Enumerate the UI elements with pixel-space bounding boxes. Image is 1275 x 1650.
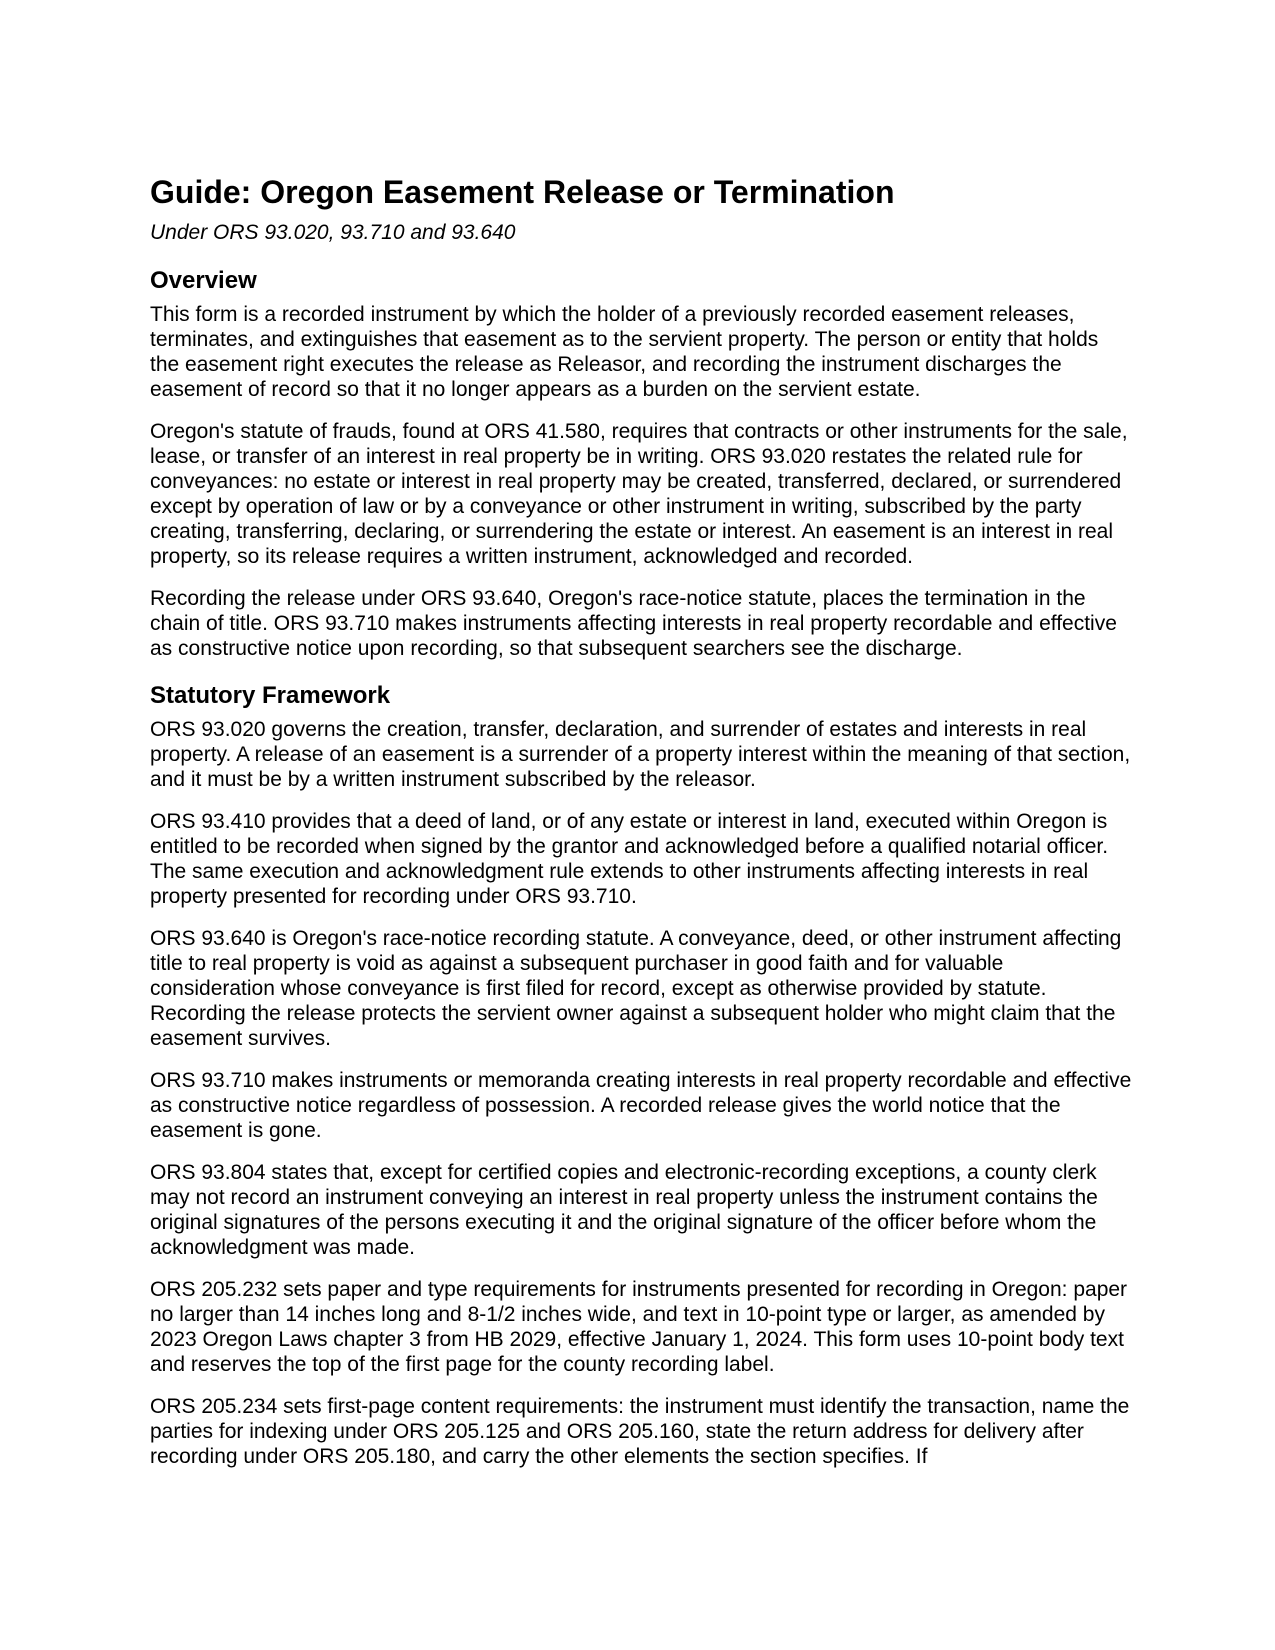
framework-paragraph-ors-93-804: ORS 93.804 states that, except for certified copies and electronic-recording exceptions, a county clerk may not record an instrument conveying an interest in real property unless the instrument contains the original signatures of the persons executing it and the original signature of the officer before whom the acknowledgment was made. <box>150 1161 1098 1259</box>
document-title: Guide: Oregon Easement Release or Termination <box>150 174 895 210</box>
overview-paragraph-3: Recording the release under ORS 93.640, Oregon's race-notice statute, places the termination in the chain of title. ORS 93.710 makes instruments affecting interests in real property recordable and effective as constructive notice upon recording, so that subsequent searchers see the discharge. <box>150 587 1117 660</box>
overview-paragraph-2: Oregon's statute of frauds, found at ORS 41.580, requires that contracts or other instruments for the sale, lease, or transfer of an interest in real property be in writing. ORS 93.020 restates the related rule for conveyances: no estate or interest in real property may be created, transferred, declared, or surrendered except by operation of law or by a conveyance or other instrument in writing, subscribed by the party creating, transferring, declaring, or surrendering the estate or interest. An easement is an interest in real property, so its release requires a written instrument, acknowledged and recorded. <box>150 420 1128 568</box>
framework-paragraph-ors-205-232: ORS 205.232 sets paper and type requirements for instruments presented for recording in Oregon: paper no larger than 14 inches long and 8-1/2 inches wide, and text in 10-point type or larger, as amended by 2023 Oregon Laws chapter 3 from HB 2029, effective January 1, 2024. This form uses 10-point body text and reserves the top of the first page for the county recording label. <box>150 1278 1128 1376</box>
framework-paragraph-ors-205-234: ORS 205.234 sets first-page content requirements: the instrument must identify the transaction, name the parties for indexing under ORS 205.125 and ORS 205.160, state the return address for delivery after recording under ORS 205.180, and carry the other elements the section specifies. If <box>150 1395 1130 1468</box>
statutory-framework-section <box>150 681 1132 1469</box>
framework-paragraph-ors-93-020: ORS 93.020 governs the creation, transfer, declaration, and surrender of estates and interests in real property. A release of an easement is a surrender of a property interest within the meaning of that section, and it must be by a written instrument subscribed by the releasor. <box>150 718 1131 791</box>
framework-paragraph-ors-93-410: ORS 93.410 provides that a deed of land, or of any estate or interest in land, executed within Oregon is entitled to be recorded when signed by the grantor and acknowledged before a qualified notarial officer. The same execution and acknowledgment rule extends to other instruments affecting interests in real property presented for recording under ORS 93.710. <box>150 810 1109 908</box>
overview-paragraph-1: This form is a recorded instrument by which the holder of a previously recorded easement releases, terminates, and extinguishes that easement as to the servient property. The person or entity that holds the easement right executes the release as Releasor, and recording the instrument discharges the easement of record so that it no longer appears as a burden on the servient estate. <box>150 303 1099 401</box>
document-page <box>150 172 1132 1486</box>
overview-section <box>150 266 1132 661</box>
framework-paragraph-ors-93-640: ORS 93.640 is Oregon's race-notice recording statute. A conveyance, deed, or other instrument affecting title to real property is void as against a subsequent purchaser in good faith and for valuable consideration whose conveyance is first filed for record, except as otherwise provided by statute. Recording the release protects the servient owner against a subsequent holder who might claim that the easement survives. <box>150 927 1122 1050</box>
framework-paragraph-ors-93-710: ORS 93.710 makes instruments or memoranda creating interests in real property recordable and effective as constructive notice regardless of possession. A recorded release gives the world notice that the easement is gone. <box>150 1069 1132 1142</box>
overview-heading: Overview <box>150 267 257 294</box>
document-subtitle: Under ORS 93.020, 93.710 and 93.640 <box>150 221 516 244</box>
statutory-framework-heading: Statutory Framework <box>150 682 391 709</box>
